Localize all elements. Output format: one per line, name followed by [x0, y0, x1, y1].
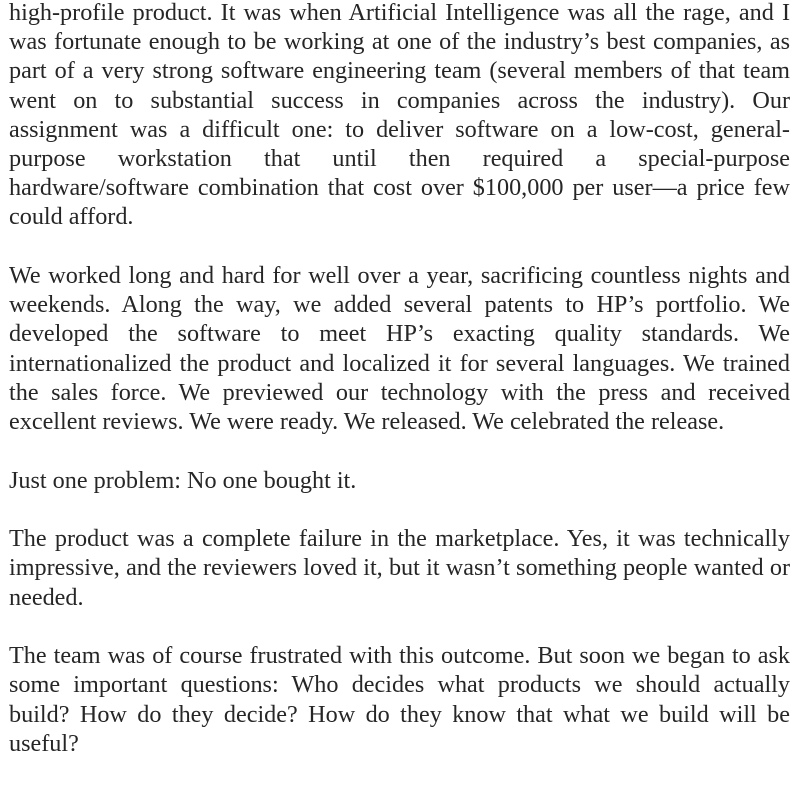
paragraph-5: The team was of course frustrated with this outcome. But soon we began to ask some important questions: Who decides what products we should actually build? How do they decide? How do they know that what we build will be useful?: [9, 642, 790, 757]
paragraph-4: The product was a complete failure in the marketplace. Yes, it was technically impressive, and the reviewers loved it, but it wasn’t something people wanted or needed.: [9, 525, 790, 611]
paragraph-3: Just one problem: No one bought it.: [9, 466, 357, 494]
paragraph-1: high-profile product. It was when Artificial Intelligence was all the rage, and I was fortunate enough to be working at one of the industry’s best companies, as part of a very strong software engineering team (several members of that team went on to substantial success in companies across the industry). Our assignment was a difficult one: to deliver software on a low-cost, general-purpose workstation that until then required a special-purpose hardware/software combination that cost over $100,000 per user—a price few could afford.: [9, 0, 790, 231]
paragraph-2: We worked long and hard for well over a year, sacrificing countless nights and weekends. Along the way, we added several patents to HP’s portfolio. We developed the software to meet HP’s exacting quality standards. We internationalized the product and localized it for several languages. We trained the sales force. We previewed our technology with the press and received excellent reviews. We were ready. We released. We celebrated the release.: [9, 262, 790, 436]
